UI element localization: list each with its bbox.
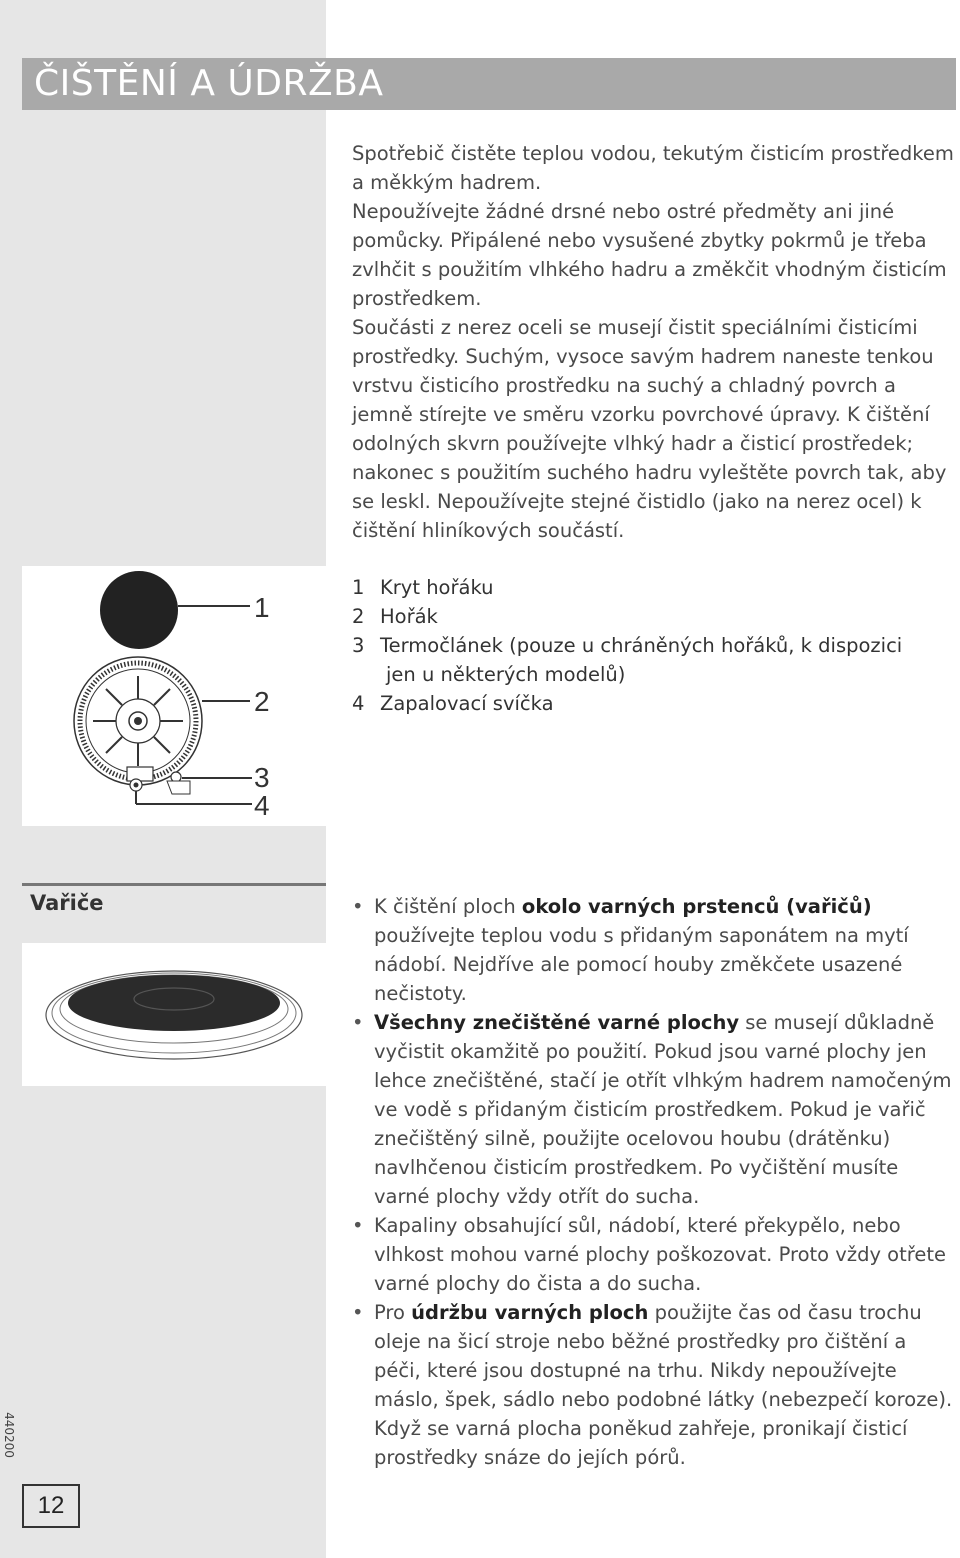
hotplate-surface <box>68 975 280 1031</box>
legend-number: 2 <box>352 605 365 628</box>
intro-paragraph-2: Nepoužívejte žádné drsné nebo ostré předměty ani jiné pomůcky. Připálené nebo vysušené zbytky pokrmů je třeba zvlhčit s použitím vlhkého hadru a změkčit vhodným čisticím prostředkem. <box>352 200 947 310</box>
burner-cap-shape <box>100 571 178 649</box>
list-item: • Všechny znečištěné varné plochy se musejí důkladně vyčistit okamžitě po použití. Pokud jsou varné plochy jen lehce znečištěné, stačí je otřít vlhkým hadrem namočeným ve vodě s přidaným čisticím prostředkem. Pokud je vařič znečištěný silně, použijte ocelovou houbu (drátěnku) navlhčenou čisticím prostředkem. Po vyčištění musíte varné plochy vždy otřít do sucha. <box>352 1008 958 1211</box>
parts-legend <box>352 573 956 718</box>
list-item: • Pro údržbu varných ploch použijte čas od času trochu oleje na šicí stroje nebo běžné prostředky pro čištění a péči, které jsou dostupné na trhu. Nikdy nepoužívejte máslo, špek, sádlo nebo podobné látky (nebezpečí koroze). Když se varná plocha poněkud zahřeje, pronikají čisticí prostředky snáze do jejích pórů. <box>352 1298 958 1472</box>
burner-illustration <box>22 566 326 826</box>
section-heading: Vařiče <box>30 891 104 915</box>
figure-number-3: 3 <box>254 762 270 793</box>
legend-number: 4 <box>352 692 365 715</box>
hotplate-illustration <box>22 943 326 1086</box>
page-number: 12 <box>22 1484 80 1528</box>
intro-text <box>352 139 956 545</box>
legend-label-continued: jen u některých modelů) <box>386 663 626 686</box>
section-divider <box>22 883 326 886</box>
list-item: • Kapaliny obsahující sůl, nádobí, které překypělo, nebo vlhkost mohou varné plochy poškozovat. Proto vždy otřete varné plochy do čista a do sucha. <box>352 1211 958 1298</box>
legend-label: Zapalovací svíčka <box>380 692 554 715</box>
figure-number-1: 1 <box>254 592 270 623</box>
intro-paragraph-1: Spotřebič čistěte teplou vodou, tekutým čisticím prostředkem a měkkým hadrem. <box>352 142 954 194</box>
document-code: 440200 <box>2 1412 16 1458</box>
hotplate-diagram <box>22 943 326 1086</box>
legend-label: Kryt hořáku <box>380 576 494 599</box>
legend-item <box>352 573 956 602</box>
legend-number: 1 <box>352 576 365 599</box>
figure-number-2: 2 <box>254 686 270 717</box>
legend-label: Hořák <box>380 605 438 628</box>
intro-paragraph-3: Součásti z nerez oceli se musejí čistit speciálními čisticími prostředky. Suchým, vysoce savým hadrem naneste tenkou vrstvu čisticího prostředku na suchý a chladný povrch a jemně stírejte ve směru vzorku povrchové úpravy. K čištění odolných skvrn používejte vlhký hadr a čisticí prostředek; nakonec s použitím suchého hadru vyleštěte povrch tak, aby se leskl. Nepoužívejte stejné čistidlo (jako na nerez ocel) k čištění hliníkových součástí. <box>352 316 947 542</box>
figure-number-4: 4 <box>254 790 270 821</box>
burner-diagram <box>22 566 326 826</box>
page-title: ČIŠTĚNÍ A ÚDRŽBA <box>34 63 384 104</box>
legend-item <box>352 631 956 689</box>
legend-item <box>352 689 956 718</box>
list-item: • K čištění ploch okolo varných prstenců (vařičů) používejte teplou vodu s přidaným saponátem na mytí nádobí. Nejdříve ale pomocí houby změkčete usazené nečistoty. <box>352 892 958 1008</box>
legend-number: 3 <box>352 634 365 657</box>
cleaning-instructions-list <box>352 892 958 1472</box>
legend-label: Termočlánek (pouze u chráněných hořáků, k dispozici <box>380 634 903 657</box>
section-title-bar <box>22 58 956 110</box>
legend-item <box>352 602 956 631</box>
